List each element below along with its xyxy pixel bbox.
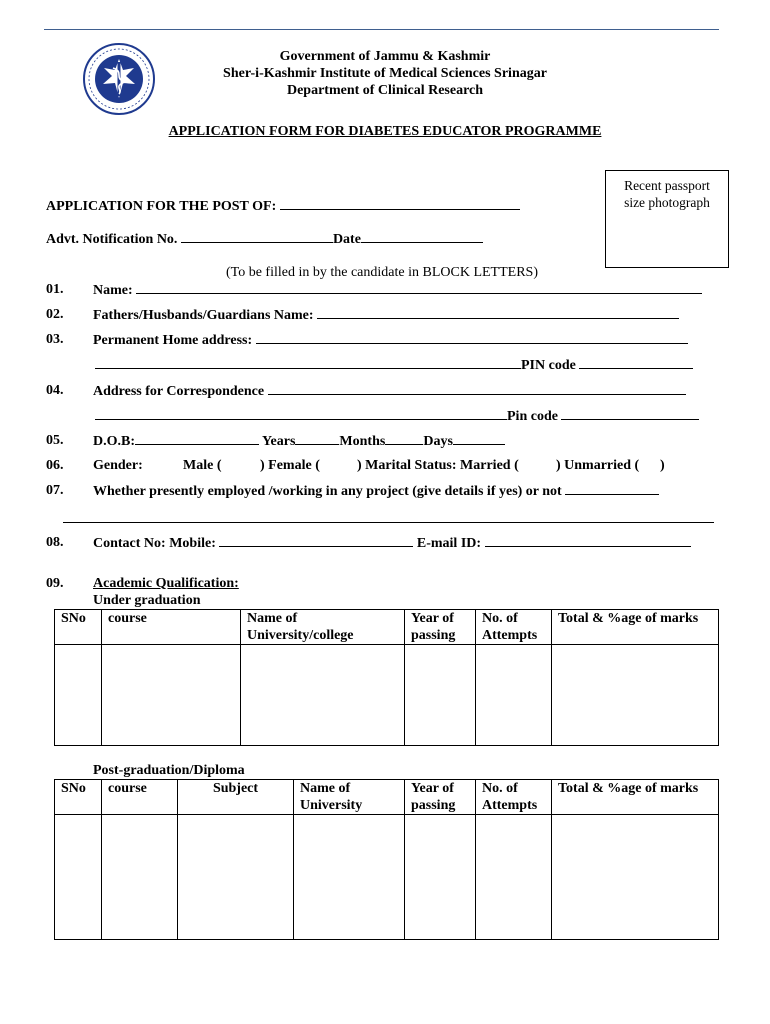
field-08-number: 08. [46, 535, 64, 550]
days-field[interactable] [453, 433, 505, 445]
field-08-row [93, 535, 691, 552]
photo-box-line-2: size photograph [624, 195, 710, 210]
home-address-label: Permanent Home address [93, 333, 248, 348]
header-line-1: Government of Jammu & Kashmir [279, 49, 491, 64]
gender-label: Gender: [93, 458, 143, 473]
field-01-number: 01. [46, 282, 64, 297]
correspondence-pin-label: Pin code [507, 409, 558, 424]
field-04-row [93, 383, 686, 400]
advt-date-field[interactable] [361, 231, 483, 243]
years-label: Years [261, 434, 296, 449]
advt-row [46, 231, 483, 248]
employment-details-line[interactable] [63, 522, 714, 523]
mobile-label: Contact No: Mobile: [93, 536, 216, 551]
field-02-row: Fathers/Husbands/Guardians Name: [93, 307, 679, 324]
table-row [55, 815, 719, 940]
advt-number-field[interactable] [181, 231, 333, 243]
field-02-number: 02. [46, 307, 64, 322]
field-09-number: 09. [46, 576, 64, 591]
home-pin-field[interactable] [579, 357, 693, 369]
gender-female-option[interactable]: ) Female ( [260, 458, 320, 473]
marital-unmarried-option[interactable]: ) Unmarried ( [556, 458, 640, 473]
correspondence-address-label: Address for Correspondence [93, 384, 265, 399]
days-label: Days [423, 434, 453, 449]
field-03-number: 03. [46, 332, 64, 347]
pg-col-course: course [102, 780, 178, 815]
ug-cell-sno[interactable] [55, 645, 102, 746]
pg-col-subject: Subject [178, 780, 294, 815]
photo-box[interactable] [605, 170, 729, 268]
employment-label: Whether presently employed /working in any project (give details if yes) or not [93, 484, 562, 499]
field-04-number: 04. [46, 383, 64, 398]
advt-date-label: Date [332, 232, 361, 247]
correspondence-address-field-2[interactable] [95, 408, 507, 420]
block-letters-instruction: (To be filled in by the candidate in BLOCK LETTERS) [225, 265, 538, 280]
field-06-number: 06. [46, 458, 64, 473]
employment-field[interactable] [565, 483, 659, 495]
ug-cell-year[interactable] [405, 645, 476, 746]
months-label: Months [339, 434, 386, 449]
ug-table [54, 609, 719, 746]
mobile-field[interactable] [219, 535, 413, 547]
photo-box-line-1: Recent passport [624, 178, 710, 193]
home-address-field[interactable] [256, 332, 688, 344]
correspondence-address-field[interactable] [268, 383, 686, 395]
ug-caption: Under graduation [93, 593, 201, 608]
top-border-line [44, 29, 719, 30]
field-03-row-2 [95, 357, 693, 374]
pg-col-marks: Total & %age of marks [552, 780, 719, 815]
ug-col-attempts: No. of Attempts [476, 610, 552, 645]
field-07-row [93, 483, 659, 500]
home-address-field-2[interactable] [95, 357, 521, 369]
advt-label: Advt. Notification No. [46, 232, 178, 247]
ug-header-row [55, 610, 719, 645]
ug-cell-marks[interactable] [552, 645, 719, 746]
guardian-name-field[interactable] [317, 307, 679, 319]
ug-cell-course[interactable] [102, 645, 241, 746]
marital-married-option[interactable]: ) Marital Status: Married ( [357, 458, 519, 473]
marital-close-paren: ) [660, 458, 665, 473]
ug-col-university: Name of University/college [241, 610, 405, 645]
dob-field[interactable] [135, 433, 259, 445]
pg-cell-university[interactable] [294, 815, 405, 940]
header-line-3: Department of Clinical Research [286, 83, 484, 98]
name-label: Name: [93, 283, 133, 298]
years-field[interactable] [295, 433, 339, 445]
email-field[interactable] [485, 535, 691, 547]
guardian-name-label: Fathers/Husbands/Guardians Name [93, 308, 309, 323]
ug-col-course: course [102, 610, 241, 645]
ug-cell-attempts[interactable] [476, 645, 552, 746]
pg-col-year: Year of passing [405, 780, 476, 815]
dob-label: D.O.B: [93, 434, 135, 449]
field-05-row [93, 433, 505, 450]
post-label: APPLICATION FOR THE POST OF: [46, 199, 277, 214]
academic-qualification-label: Academic Qualification: [93, 576, 239, 591]
ug-col-year: Year of passing [405, 610, 476, 645]
ug-cell-university[interactable] [241, 645, 405, 746]
pg-cell-course[interactable] [102, 815, 178, 940]
pg-caption: Post-graduation/Diploma [93, 763, 245, 778]
home-pin-label: PIN code [521, 358, 576, 373]
pg-cell-subject[interactable] [178, 815, 294, 940]
table-row [55, 645, 719, 746]
pg-col-attempts: No. of Attempts [476, 780, 552, 815]
pg-header-row [55, 780, 719, 815]
name-field[interactable] [136, 282, 702, 294]
email-label: E-mail ID: [416, 536, 482, 551]
pg-col-sno: SNo [55, 780, 102, 815]
months-field[interactable] [385, 433, 423, 445]
field-01-row [93, 282, 702, 299]
post-row [46, 198, 520, 215]
field-03-row: Permanent Home address: [93, 332, 688, 349]
pg-cell-attempts[interactable] [476, 815, 552, 940]
post-field[interactable] [280, 198, 520, 210]
form-title: APPLICATION FORM FOR DIABETES EDUCATOR PROGRAMME [168, 124, 602, 139]
field-07-number: 07. [46, 483, 64, 498]
header-line-2: Sher-i-Kashmir Institute of Medical Sciences Srinagar [223, 66, 547, 81]
ug-col-sno: SNo [55, 610, 102, 645]
ug-col-marks: Total & %age of marks [552, 610, 719, 645]
gender-male-option[interactable]: Male ( [183, 458, 222, 473]
correspondence-pin-field[interactable] [561, 408, 699, 420]
pg-col-university: Name of University [294, 780, 405, 815]
pg-cell-sno[interactable] [55, 815, 102, 940]
pg-cell-year[interactable] [405, 815, 476, 940]
pg-cell-marks[interactable] [552, 815, 719, 940]
pg-table [54, 779, 719, 940]
field-05-number: 05. [46, 433, 64, 448]
field-04-row-2 [95, 408, 699, 425]
